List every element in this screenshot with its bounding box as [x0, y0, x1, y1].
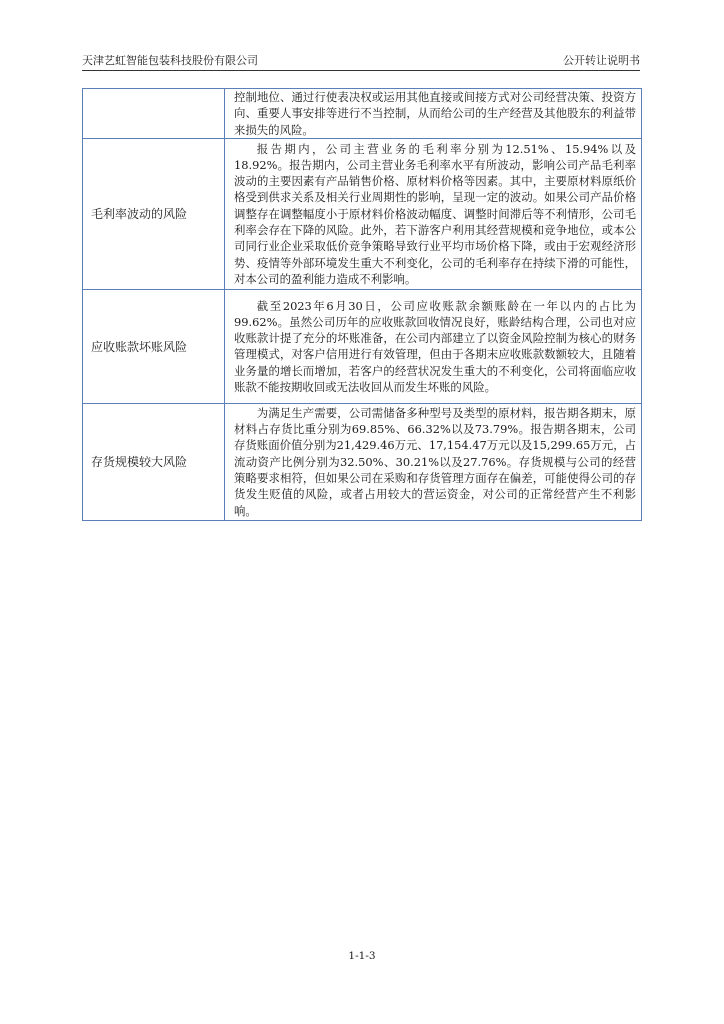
page-header: [82, 53, 640, 69]
risk-description-cell: [225, 289, 642, 403]
page-number: 1-1-3: [348, 950, 376, 962]
header-rule: [82, 70, 640, 71]
risk-name-cell: 存货规模较大风险: [83, 403, 225, 520]
table-row: [83, 289, 642, 403]
risk-description: 截至2023年6月30日，公司应收账款余额账龄在一年以内的占比为99.62%。虽然公司历年的应收账款回收情况良好，账龄结构合理，公司也对应收账款计提了充分的坏账准备，在公司内部建立了以资金风险控制为核心的财务管理模式，对客户信用进行有效管理，但由于各期末应收账款数额较大，且随着业务量的增长而增加，若客户的经营状况发生重大的不利变化，公司将面临应收账款不能按期收回或无法收回从而发生坏账的风险。: [234, 298, 636, 394]
risk-factor-table: [82, 88, 642, 521]
company-name: 天津艺虹智能包装科技股份有限公司: [82, 54, 258, 67]
risk-description-cell: [225, 138, 642, 289]
risk-description: 报告期内，公司主营业务的毛利率分别为12.51%、15.94%以及18.92%。报告期内，公司主营业务毛利率水平有所波动，影响公司产品毛利率波动的主要因素有产品销售价格、原材料价格等因素。其中，主要原材料原纸价格受到供求关系及相关行业周期性的影响，呈现一定的波动。如果公司产品价格调整存在调整幅度小于原材料价格波动幅度、调整时间滞后等不利情形，公司毛利率会存在下降的风险。此外，若下游客户利用其经营规模和竞争地位，或本公司同行业企业采取低价竞争策略导致行业平均市场价格下降，或由于宏观经济形势、疫情等外部环境发生重大不利变化，公司的毛利率存在持续下滑的可能性，对本公司的盈利能力造成不利影响。: [234, 141, 636, 286]
risk-description: 控制地位、通过行使表决权或运用其他直接或间接方式对公司经营决策、投资方向、重要人事安排等进行不当控制，从而给公司的生产经营及其他股东的利益带来损失的风险。: [234, 90, 636, 137]
risk-description: 为满足生产需要，公司需储备多种型号及类型的原材料，报告期各期末，原材料占存货比重分别为69.85%、66.32%以及73.79%。报告期各期末，公司存货账面价值分别为21,429.46万元、17,154.47万元以及15,299.65万元，占流动资产比例分别为32.50%、30.21%以及27.76%。存货规模与公司的经营策略要求相符，但如果公司在采购和存货管理方面存在偏差，可能使得公司的存货发生贬值的风险，或者占用较大的营运资金，对公司的正常经营产生不利影响。: [234, 405, 636, 518]
table-row: [83, 138, 642, 289]
risk-description-cell: [225, 403, 642, 520]
risk-name-cell: 应收账款坏账风险: [83, 289, 225, 403]
risk-name-cell: 毛利率波动的风险: [83, 138, 225, 289]
document-title: 公开转让说明书: [563, 54, 640, 67]
table-row: [83, 403, 642, 520]
table-row: [83, 89, 642, 139]
risk-description-cell: [225, 89, 642, 139]
risk-name-cell: [83, 89, 225, 139]
